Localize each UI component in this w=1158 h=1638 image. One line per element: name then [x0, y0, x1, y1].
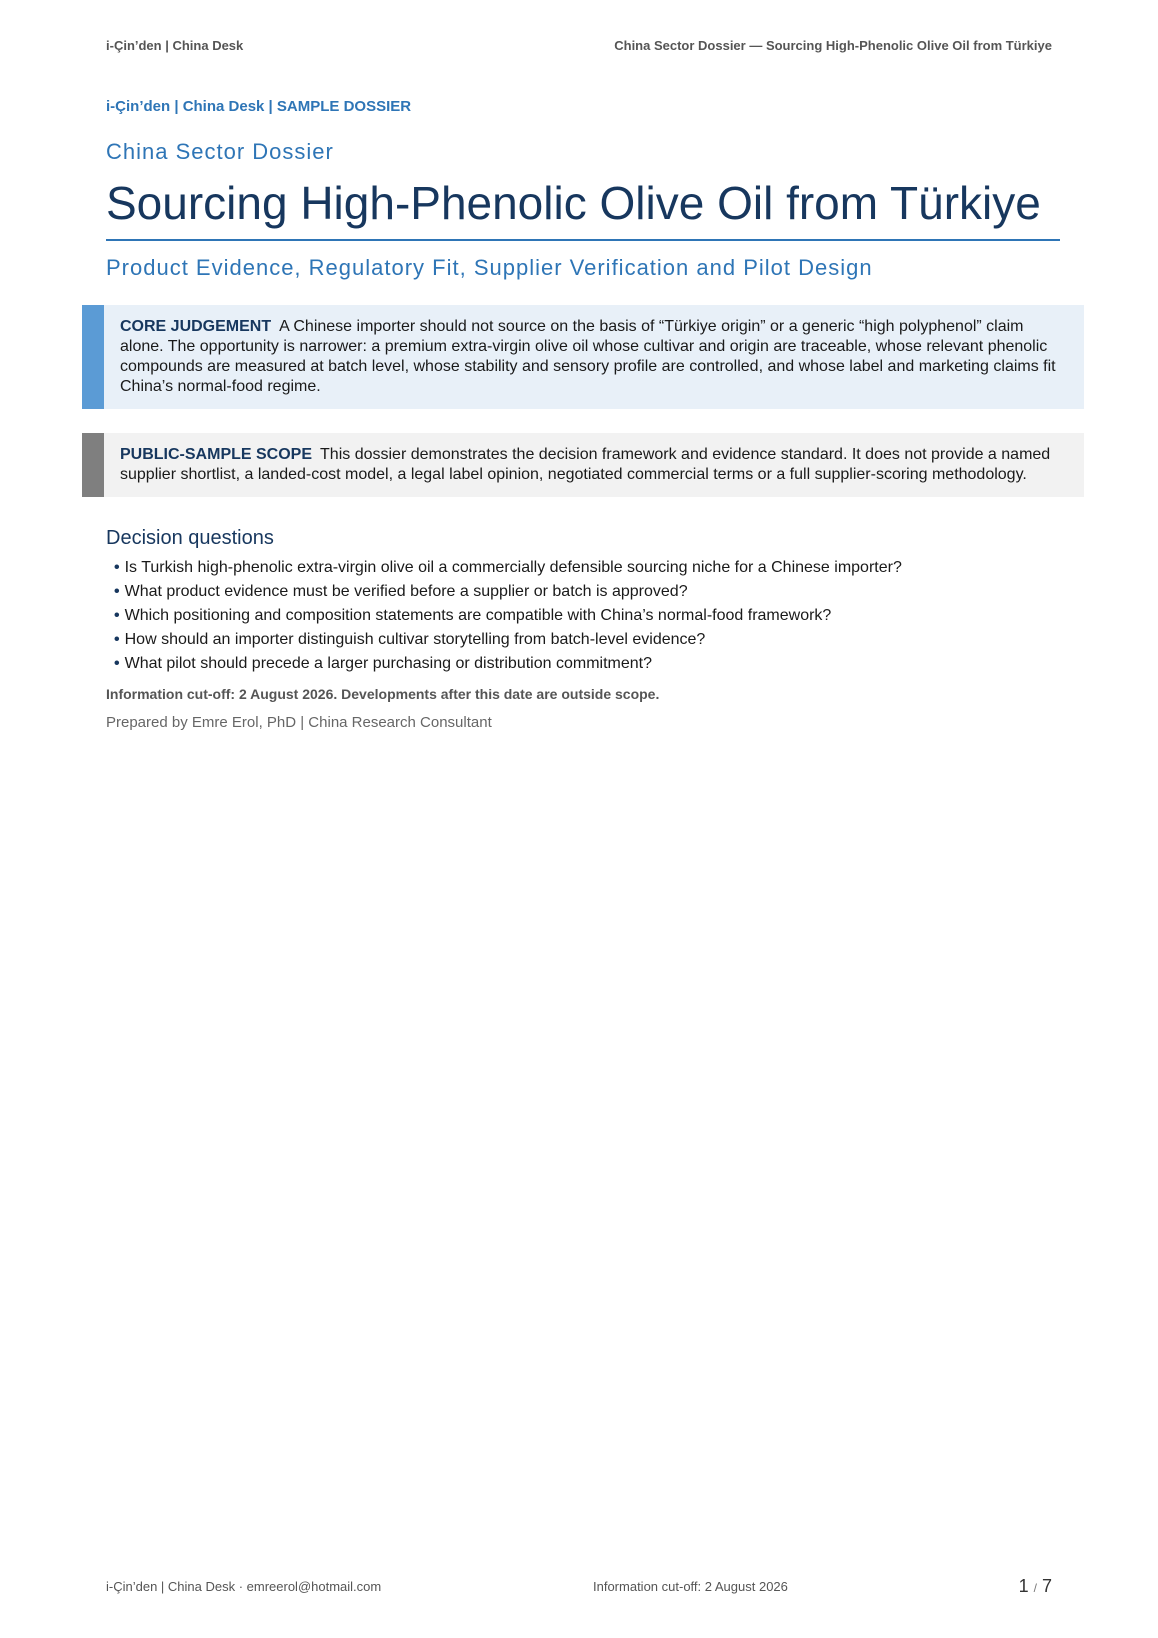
bullet-icon: • [114, 631, 120, 648]
page-number [1019, 1576, 1052, 1597]
document-body [106, 98, 1060, 731]
sample-scope-callout [82, 433, 1084, 497]
core-judgement-label: CORE JUDGEMENT [120, 318, 272, 335]
list-item [114, 604, 1060, 628]
footer-cutoff: Information cut-off: 2 August 2026 [593, 1579, 788, 1594]
list-item-text: Is Turkish high-phenolic extra-virgin olive oil a commercially defensible sourcing niche for a Chinese importer? [124, 559, 902, 576]
running-header-left: i-Çin’den | China Desk [106, 38, 244, 53]
page-subtitle: Product Evidence, Regulatory Fit, Supplier Verification and Pilot Design [106, 255, 873, 280]
list-item [114, 580, 1060, 604]
page-total: 7 [1041, 1576, 1052, 1596]
page-footer [106, 1576, 1052, 1598]
bullet-icon: • [114, 559, 120, 576]
bullet-icon: • [114, 655, 120, 672]
running-header-right: China Sector Dossier — Sourcing High-Phenolic Olive Oil from Türkiye [614, 38, 1052, 53]
sample-scope-label: PUBLIC-SAMPLE SCOPE [120, 446, 313, 463]
prepared-by: Prepared by Emre Erol, PhD | China Research Consultant [106, 714, 492, 731]
page-separator: / [1033, 1581, 1037, 1595]
running-header [106, 38, 1052, 53]
list-item [114, 556, 1060, 580]
page-title: Sourcing High-Phenolic Olive Oil from Türkiye [106, 175, 1060, 241]
page-current: 1 [1018, 1576, 1029, 1596]
footer-contact: i-Çin’den | China Desk · emreerol@hotmail.com [106, 1579, 382, 1594]
information-cutoff-note: Information cut-off: 2 August 2026. Developments after this date are outside scope. [106, 686, 660, 702]
callout-accent-bar [82, 305, 104, 409]
list-item-text: What pilot should precede a larger purchasing or distribution commitment? [124, 655, 652, 672]
kicker: i-Çin’den | China Desk | SAMPLE DOSSIER [106, 98, 412, 115]
sample-scope-text: This dossier demonstrates the decision framework and evidence standard. It does not provide a named supplier shortlist, a landed-cost model, a legal label opinion, negotiated commercial terms or a full supplier-scoring methodology. [120, 446, 1051, 483]
bullet-icon: • [114, 583, 120, 600]
list-item [114, 652, 1060, 676]
core-judgement-callout [82, 305, 1084, 409]
core-judgement-text: A Chinese importer should not source on the basis of “Türkiye origin” or a generic “high polyphenol” claim alone. The opportunity is narrower: a premium extra-virgin olive oil whose cultivar and origin are traceable, whose relevant phenolic compounds are measured at batch level, whose stability and sensory profile are controlled, and whose label and marketing claims fit China’s normal-food regime. [120, 318, 1056, 395]
decision-questions-list [114, 556, 1060, 676]
bullet-icon: • [114, 607, 120, 624]
series-label: China Sector Dossier [106, 139, 334, 164]
list-item [114, 628, 1060, 652]
callout-accent-bar [82, 433, 104, 497]
list-item-text: What product evidence must be verified before a supplier or batch is approved? [124, 583, 688, 600]
list-item-text: How should an importer distinguish cultivar storytelling from batch-level evidence? [124, 631, 706, 648]
list-item-text: Which positioning and composition statements are compatible with China’s normal-food framework? [124, 607, 832, 624]
decision-questions-heading: Decision questions [106, 527, 274, 549]
